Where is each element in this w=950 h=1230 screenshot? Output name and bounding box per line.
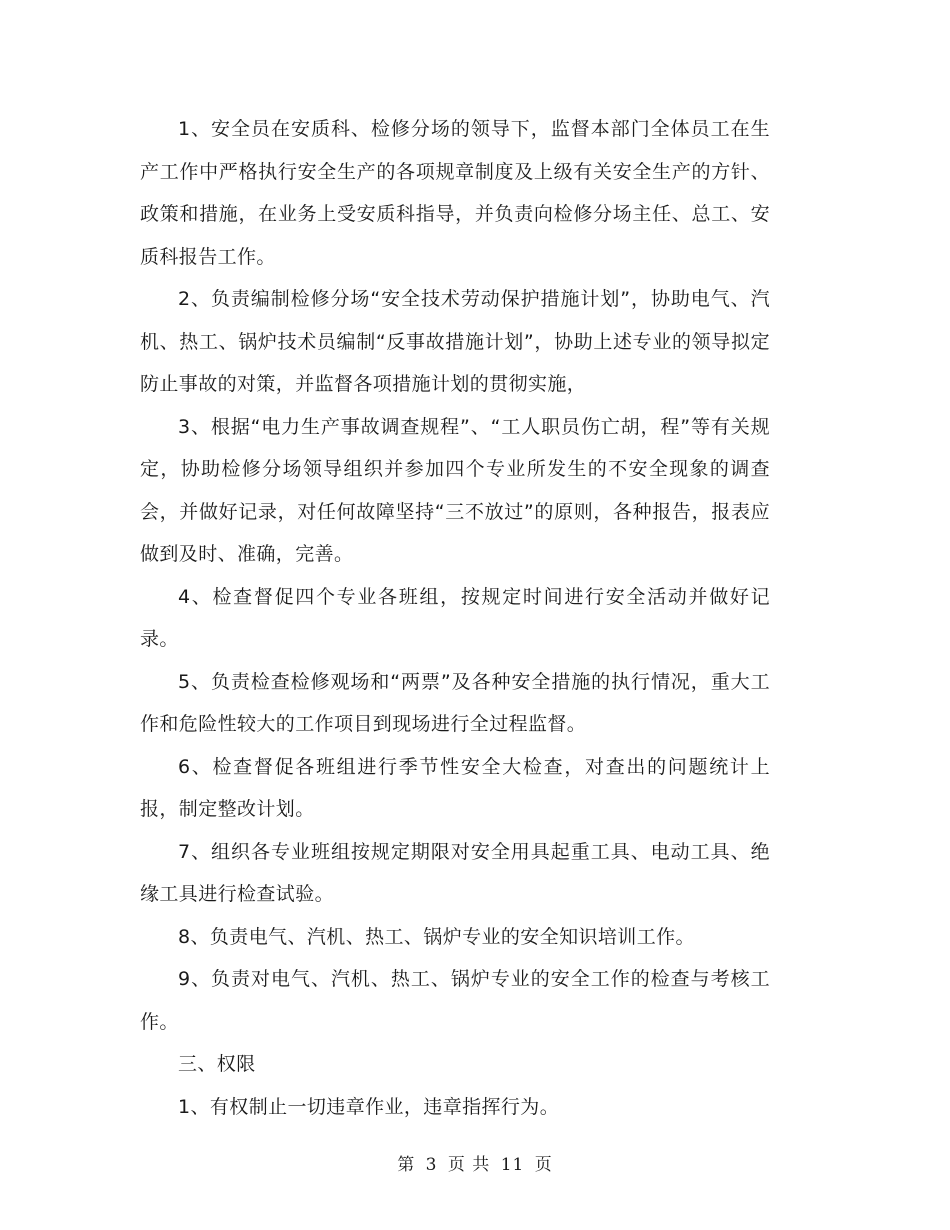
footer-prefix: 第 [397,1155,416,1175]
footer-middle: 页 共 [447,1155,491,1175]
paragraph-duty-3: 3、根据“电力生产事故调查规程”、“工人职员伤亡胡，程”等有关规定，协助检修分场领导组织并参加四个专业所发生的不安全现象的调查会，并做好记录，对任何故障坚持“三不放过”的原则，各种报告，报表应做到及时、准确，完善。 [140,415,770,565]
paragraph-duty-2: 2、负责编制检修分场“安全技术劳动保护措施计划”，协助电气、汽机、热工、锅炉技术员编制“反事故措施计划”，协助上述专业的领导拟定防止事故的对策，并监督各项措施计划的贯彻实施， [140,288,770,395]
paragraph-duty-8: 8、负责电气、汽机、热工、锅炉专业的安全知识培训工作。 [178,925,695,948]
footer-page-number: 3 [425,1155,438,1175]
footer-suffix: 页 [534,1155,553,1175]
footer-total-pages: 11 [500,1155,525,1175]
paragraph-authority-1: 1、有权制止一切违章作业，违章指挥行为。 [178,1095,560,1118]
paragraph-duty-9: 9、负责对电气、汽机、热工、锅炉专业的安全工作的检查与考核工作。 [140,968,770,1033]
paragraph-duty-4: 4、检查督促四个专业各班组，按规定时间进行安全活动并做好记录。 [140,585,770,650]
paragraph-duty-6: 6、检查督促各班组进行季节性安全大检查，对查出的问题统计上报，制定整改计划。 [140,755,770,820]
paragraph-duty-1: 1、安全员在安质科、检修分场的领导下，监督本部门全体员工在生产工作中严格执行安全生产的各项规章制度及上级有关安全生产的方针、政策和措施，在业务上受安质科指导，并负责向检修分场主任、总工、安质科报告工作。 [140,118,770,268]
paragraph-duty-5: 5、负责检查检修观场和“两票”及各种安全措施的执行情况，重大工作和危险性较大的工作项目到现场进行全过程监督。 [140,670,770,735]
document-body [140,108,770,1128]
paragraph-duty-7: 7、组织各专业班组按规定期限对安全用具起重工具、电动工具、绝缘工具进行检查试验。 [140,840,770,905]
section-heading-authority: 三、权限 [178,1053,256,1075]
page-footer [0,1150,950,1175]
